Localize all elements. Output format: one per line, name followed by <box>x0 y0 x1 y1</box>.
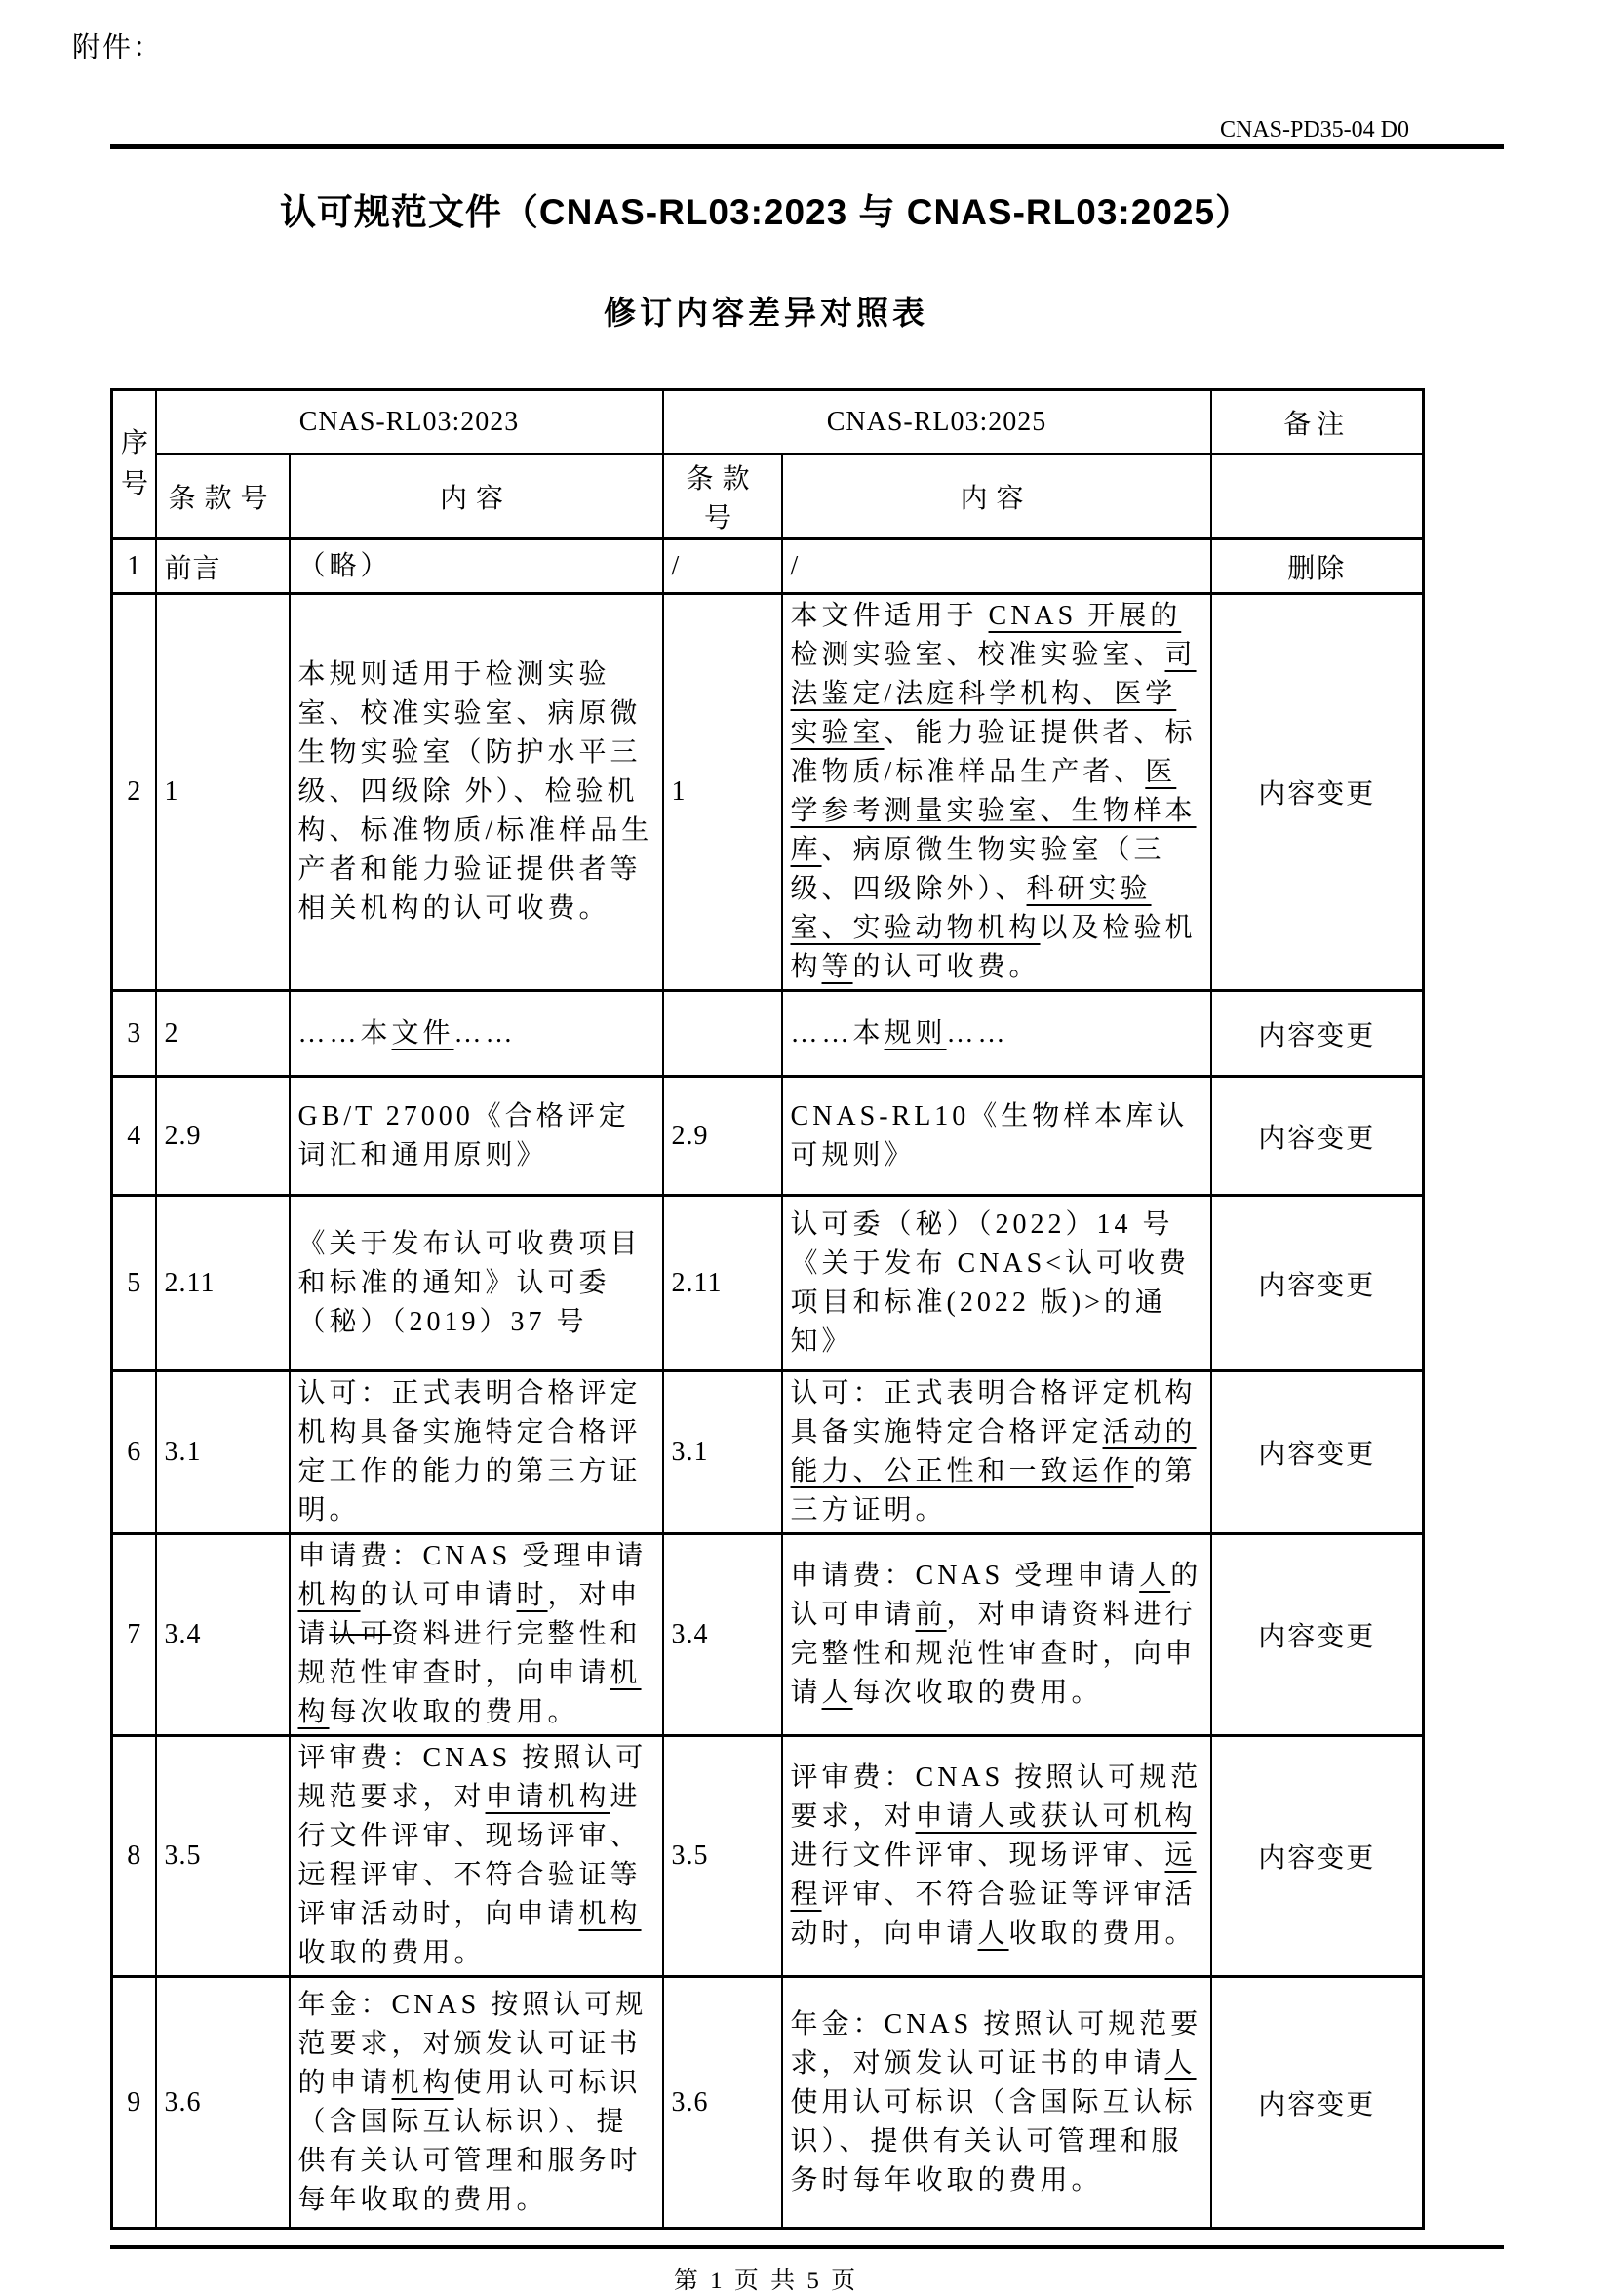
cell-remark: 内容变更 <box>1211 1534 1424 1736</box>
cell-content-2023: 本规则适用于检测实验室、校准实验室、病原微生物实验室（防护水平三级、四级除 外）、检验机构、标准物质/标准样品生产者和能力验证提供者等相关机构的认可收费。 <box>290 594 663 991</box>
cell-clause-2025: 2.11 <box>663 1196 782 1371</box>
row-seq: 7 <box>112 1534 156 1736</box>
cell-content-2023: 年金：CNAS 按照认可规范要求，对颁发认可证书的申请机构使用认可标识（含国际互认标识）、提供有关认可管理和服务时每年收取的费用。 <box>290 1977 663 2229</box>
doc-code: CNAS-PD35-04 D0 <box>1219 117 1409 142</box>
cell-remark: 内容变更 <box>1211 1371 1424 1534</box>
table-row <box>112 1736 1424 1977</box>
table-row <box>112 1371 1424 1534</box>
row-seq: 8 <box>112 1736 156 1977</box>
cell-remark: 内容变更 <box>1211 1077 1424 1196</box>
header-rule <box>110 144 1504 149</box>
cell-content-2023: 评审费：CNAS 按照认可规范要求，对申请机构进行文件评审、现场评审、远程评审、不符合验证等评审活动时，向申请机构收取的费用。 <box>290 1736 663 1977</box>
title-block <box>110 182 1422 334</box>
footer-rule <box>110 2245 1504 2249</box>
cell-content-2023: （略） <box>290 539 663 594</box>
table-row <box>112 1977 1424 2229</box>
cell-remark: 删除 <box>1211 539 1424 594</box>
cell-content-2025: 年金：CNAS 按照认可规范要求，对颁发认可证书的申请人使用认可标识（含国际互认标识）、提供有关认可管理和服务时每年收取的费用。 <box>782 1977 1211 2229</box>
page-subtitle: 修订内容差异对照表 <box>604 295 928 331</box>
cell-clause-2025: 3.4 <box>663 1534 782 1736</box>
col-header-seq: 序号 <box>112 390 156 539</box>
cell-clause-2023: 前言 <box>156 539 290 594</box>
document-sheet <box>110 0 1504 2296</box>
col-header-content-2023: 内容 <box>290 455 663 539</box>
cell-clause-2023: 3.6 <box>156 1977 290 2229</box>
page-title: 认可规范文件（CNAS-RL03:2023 与 CNAS-RL03:2025） <box>279 192 1253 232</box>
row-seq: 2 <box>112 594 156 991</box>
table-row <box>112 539 1424 594</box>
cell-content-2025: 本文件适用于 CNAS 开展的检测实验室、校准实验室、司法鉴定/法庭科学机构、医学实验室、能力验证提供者、标准物质/标准样品生产者、医学参考测量实验室、生物样本库、病原微生物实验室（三级、四级除外）、科研实验室、实验动物机构以及检验机构等的认可收费。 <box>782 594 1211 991</box>
cell-clause-2025: 3.1 <box>663 1371 782 1534</box>
table-row <box>112 1534 1424 1736</box>
cell-clause-2023: 3.1 <box>156 1371 290 1534</box>
cell-content-2023: ……本文件…… <box>290 991 663 1077</box>
cell-content-2025: 认可：正式表明合格评定机构具备实施特定合格评定活动的能力、公正性和一致运作的第三方证明。 <box>782 1371 1211 1534</box>
row-seq: 1 <box>112 539 156 594</box>
page-footer: 第 1 页 共 5 页 <box>673 2268 859 2294</box>
table-row <box>112 594 1424 991</box>
row-seq: 5 <box>112 1196 156 1371</box>
attachment-label: 附件： <box>72 32 164 63</box>
col-header-remark-sub <box>1211 455 1424 539</box>
cell-content-2025: ……本规则…… <box>782 991 1211 1077</box>
col-header-clause-2023: 条款号 <box>156 455 290 539</box>
cell-remark: 内容变更 <box>1211 1977 1424 2229</box>
col-header-clause-2025: 条款号 <box>663 455 782 539</box>
cell-clause-2025: / <box>663 539 782 594</box>
cell-content-2023: 《关于发布认可收费项目和标准的通知》认可委（秘）（2019）37 号 <box>290 1196 663 1371</box>
row-seq: 9 <box>112 1977 156 2229</box>
table-row <box>112 1196 1424 1371</box>
table-row <box>112 1077 1424 1196</box>
cell-clause-2023: 3.5 <box>156 1736 290 1977</box>
row-seq: 3 <box>112 991 156 1077</box>
cell-content-2025: 评审费：CNAS 按照认可规范要求，对申请人或获认可机构进行文件评审、现场评审、远程评审、不符合验证等评审活动时，向申请人收取的费用。 <box>782 1736 1211 1977</box>
cell-clause-2025: 3.5 <box>663 1736 782 1977</box>
cell-content-2023: GB/T 27000《合格评定 词汇和通用原则》 <box>290 1077 663 1196</box>
cell-content-2023: 申请费：CNAS 受理申请机构的认可申请时，对申请认可资料进行完整性和规范性审查时，向申请机构每次收取的费用。 <box>290 1534 663 1736</box>
cell-clause-2023: 2.11 <box>156 1196 290 1371</box>
cell-remark: 内容变更 <box>1211 1196 1424 1371</box>
cell-content-2025: / <box>782 539 1211 594</box>
col-header-2023: CNAS-RL03:2023 <box>156 390 663 455</box>
cell-clause-2023: 2 <box>156 991 290 1077</box>
col-header-2025: CNAS-RL03:2025 <box>663 390 1211 455</box>
cell-content-2025: 认可委（秘）（2022）14 号《关于发布 CNAS<认可收费项目和标准(2022 版)>的通知》 <box>782 1196 1211 1371</box>
col-header-content-2025: 内容 <box>782 455 1211 539</box>
row-seq: 6 <box>112 1371 156 1534</box>
cell-remark: 内容变更 <box>1211 594 1424 991</box>
cell-clause-2025: 2.9 <box>663 1077 782 1196</box>
cell-remark: 内容变更 <box>1211 991 1424 1077</box>
cell-content-2025: CNAS-RL10《生物样本库认可规则》 <box>782 1077 1211 1196</box>
cell-clause-2023: 1 <box>156 594 290 991</box>
row-seq: 4 <box>112 1077 156 1196</box>
col-header-remark: 备注 <box>1211 390 1424 455</box>
cell-content-2023: 认可：正式表明合格评定机构具备实施特定合格评定工作的能力的第三方证明。 <box>290 1371 663 1534</box>
cell-clause-2023: 2.9 <box>156 1077 290 1196</box>
cell-content-2025: 申请费：CNAS 受理申请人的认可申请前，对申请资料进行完整性和规范性审查时，向申请人每次收取的费用。 <box>782 1534 1211 1736</box>
diff-table <box>110 388 1425 2230</box>
cell-clause-2025 <box>663 991 782 1077</box>
cell-clause-2025: 3.6 <box>663 1977 782 2229</box>
cell-remark: 内容变更 <box>1211 1736 1424 1977</box>
table-row <box>112 991 1424 1077</box>
cell-clause-2025: 1 <box>663 594 782 991</box>
cell-clause-2023: 3.4 <box>156 1534 290 1736</box>
